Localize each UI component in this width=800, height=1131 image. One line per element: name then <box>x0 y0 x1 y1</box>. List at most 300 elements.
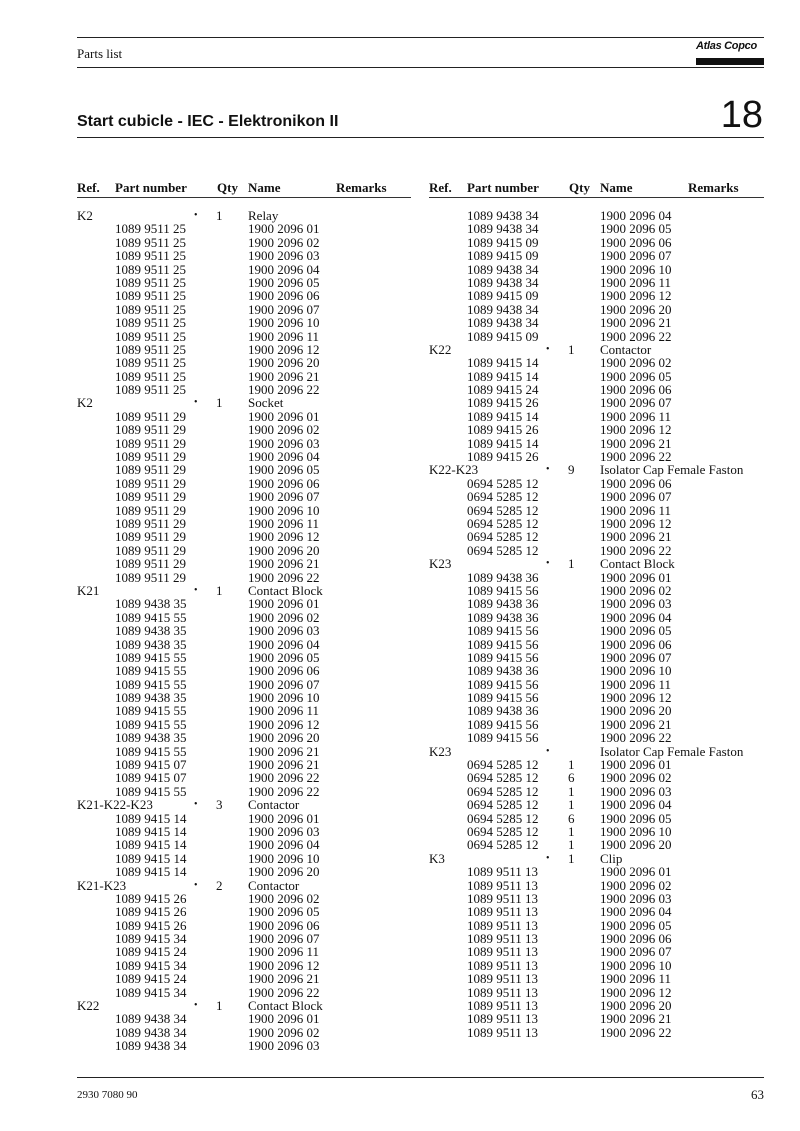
name-cell: Contact Block <box>248 582 323 598</box>
table-row <box>77 584 411 597</box>
name-cell: 1900 2096 10 <box>600 261 672 277</box>
table-row <box>429 222 764 235</box>
part-number-cell: 1089 9511 25 <box>115 288 187 304</box>
table-row <box>429 571 764 584</box>
part-number-cell: 0694 5285 12 <box>467 797 539 813</box>
table-row <box>429 437 764 450</box>
name-cell: 1900 2096 05 <box>600 917 672 933</box>
ref-cell: K22 <box>429 341 452 357</box>
table-row <box>429 356 764 369</box>
table-row <box>429 905 764 918</box>
table-row <box>429 477 764 490</box>
footer-rule <box>77 1077 764 1078</box>
table-row <box>429 879 764 892</box>
part-number-cell: 1089 9511 13 <box>467 877 539 893</box>
table-row <box>77 999 411 1012</box>
table-row <box>77 276 411 289</box>
table-row <box>429 865 764 878</box>
table-row <box>77 932 411 945</box>
header-name: Name <box>248 180 281 195</box>
name-cell: 1900 2096 02 <box>600 355 672 371</box>
page-number: 63 <box>751 1087 764 1102</box>
part-number-cell: 1089 9415 24 <box>115 944 187 960</box>
name-cell: 1900 2096 20 <box>248 864 320 880</box>
qty-cell: 3 <box>216 797 223 813</box>
qty-cell: 1 <box>216 208 223 223</box>
name-cell: 1900 2096 10 <box>248 502 320 518</box>
part-number-cell: 0694 5285 12 <box>467 475 539 491</box>
part-number-cell: 1089 9511 13 <box>467 971 539 987</box>
name-cell: 1900 2096 01 <box>248 408 320 424</box>
part-number-cell: 1089 9415 14 <box>115 810 187 826</box>
part-number-cell: 1089 9438 34 <box>115 1038 187 1054</box>
name-cell: 1900 2096 21 <box>600 716 672 732</box>
name-cell: 1900 2096 12 <box>248 716 320 732</box>
part-number-cell: 1089 9511 25 <box>115 221 187 237</box>
table-row <box>77 905 411 918</box>
name-cell: 1900 2096 12 <box>600 515 672 531</box>
table-row <box>429 276 764 289</box>
part-number-cell: 1089 9438 35 <box>115 636 187 652</box>
table-row <box>77 1012 411 1025</box>
table-row <box>77 865 411 878</box>
name-cell: 1900 2096 02 <box>248 609 320 625</box>
name-cell: 1900 2096 04 <box>248 636 320 652</box>
part-number-cell: 1089 9415 56 <box>467 582 539 598</box>
name-cell: 1900 2096 04 <box>600 208 672 223</box>
part-number-cell: 1089 9438 34 <box>115 1011 187 1027</box>
name-cell: 1900 2096 22 <box>248 382 320 398</box>
bullet-marker: • <box>546 745 550 757</box>
header-label: Parts list <box>77 46 123 61</box>
table-row <box>429 651 764 664</box>
name-cell: 1900 2096 07 <box>248 489 320 505</box>
part-number-cell: 1089 9511 29 <box>115 449 187 465</box>
table-row <box>77 490 411 503</box>
part-number-cell: 1089 9415 14 <box>115 864 187 880</box>
qty-cell: 1 <box>568 783 575 799</box>
name-cell: 1900 2096 10 <box>600 823 672 839</box>
part-number-cell: 1089 9511 13 <box>467 998 539 1014</box>
part-number-cell: 0694 5285 12 <box>467 502 539 518</box>
table-row <box>77 330 411 343</box>
table-row <box>77 303 411 316</box>
table-row <box>429 249 764 262</box>
table-row <box>77 718 411 731</box>
table-row <box>77 972 411 985</box>
name-cell: 1900 2096 03 <box>248 823 320 839</box>
ref-cell: K22 <box>77 998 100 1014</box>
part-number-cell: 1089 9511 29 <box>115 502 187 518</box>
name-cell: 1900 2096 02 <box>600 582 672 598</box>
name-cell: 1900 2096 20 <box>248 542 320 558</box>
part-number-cell: 1089 9511 25 <box>115 248 187 264</box>
name-cell: 1900 2096 05 <box>600 221 672 237</box>
name-cell: 1900 2096 22 <box>248 770 320 786</box>
part-number-cell: 1089 9511 13 <box>467 890 539 906</box>
part-number-cell: 1089 9438 34 <box>467 301 539 317</box>
part-number-cell: 1089 9511 25 <box>115 274 187 290</box>
name-cell: Relay <box>248 208 279 223</box>
part-number-cell: 1089 9415 26 <box>115 904 187 920</box>
table-row <box>77 785 411 798</box>
table-header <box>77 180 411 198</box>
name-cell: 1900 2096 02 <box>248 1024 320 1040</box>
part-number-cell: 1089 9438 34 <box>115 1024 187 1040</box>
name-cell: 1900 2096 11 <box>248 944 320 960</box>
name-cell: Contactor <box>248 877 300 893</box>
part-number-cell: 1089 9511 29 <box>115 408 187 424</box>
part-number-cell: 1089 9511 25 <box>115 368 187 384</box>
part-number-cell: 0694 5285 12 <box>467 542 539 558</box>
table-row <box>429 450 764 463</box>
bullet-marker: • <box>194 879 198 891</box>
part-number-cell: 1089 9415 55 <box>115 783 187 799</box>
part-number-cell: 1089 9438 35 <box>115 690 187 706</box>
name-cell: 1900 2096 07 <box>600 395 672 411</box>
name-cell: 1900 2096 01 <box>600 757 672 773</box>
name-cell: 1900 2096 10 <box>248 315 320 331</box>
name-cell: 1900 2096 12 <box>600 288 672 304</box>
name-cell: 1900 2096 20 <box>248 355 320 371</box>
table-row <box>77 611 411 624</box>
part-number-cell: 1089 9438 35 <box>115 623 187 639</box>
name-cell: 1900 2096 07 <box>248 931 320 947</box>
name-cell: 1900 2096 04 <box>248 449 320 465</box>
qty-cell: 1 <box>568 757 575 773</box>
part-number-cell: 1089 9511 13 <box>467 944 539 960</box>
name-cell: 1900 2096 03 <box>600 596 672 612</box>
header-top-rule <box>77 37 764 38</box>
name-cell: 1900 2096 22 <box>600 449 672 465</box>
table-row <box>77 222 411 235</box>
table-row <box>429 303 764 316</box>
name-cell: 1900 2096 06 <box>600 636 672 652</box>
part-number-cell: 1089 9415 26 <box>467 395 539 411</box>
name-cell: 1900 2096 01 <box>248 810 320 826</box>
name-cell: Clip <box>600 850 623 866</box>
name-cell: 1900 2096 20 <box>600 703 672 719</box>
part-number-cell: 1089 9415 56 <box>467 690 539 706</box>
name-cell: 1900 2096 22 <box>600 1024 672 1040</box>
name-cell: Contactor <box>600 341 652 357</box>
table-row <box>77 731 411 744</box>
table-row <box>429 678 764 691</box>
name-cell: 1900 2096 05 <box>600 368 672 384</box>
name-cell: Socket <box>248 395 284 411</box>
table-row <box>429 236 764 249</box>
part-number-cell: 1089 9511 13 <box>467 957 539 973</box>
table-row <box>429 718 764 731</box>
name-cell: 1900 2096 04 <box>600 609 672 625</box>
name-cell: 1900 2096 04 <box>600 904 672 920</box>
name-cell: 1900 2096 05 <box>600 810 672 826</box>
table-row <box>429 704 764 717</box>
table-row <box>77 1039 411 1052</box>
name-cell: 1900 2096 21 <box>248 971 320 987</box>
table-row <box>77 316 411 329</box>
table-row <box>429 745 764 758</box>
table-row <box>77 986 411 999</box>
table-row <box>429 490 764 503</box>
table-row <box>77 530 411 543</box>
table-row <box>429 370 764 383</box>
name-cell: 1900 2096 01 <box>600 864 672 880</box>
header-qty: Qty <box>217 180 238 195</box>
table-row <box>77 852 411 865</box>
part-number-cell: 1089 9438 34 <box>467 208 539 223</box>
part-number-cell: 0694 5285 12 <box>467 529 539 545</box>
name-cell: 1900 2096 12 <box>248 957 320 973</box>
part-number-cell: 1089 9415 26 <box>115 890 187 906</box>
table-row <box>429 423 764 436</box>
name-cell: 1900 2096 12 <box>600 690 672 706</box>
table-row <box>429 691 764 704</box>
qty-cell: 1 <box>216 395 223 411</box>
table-row <box>77 664 411 677</box>
table-row <box>77 463 411 476</box>
name-cell: 1900 2096 06 <box>600 931 672 947</box>
part-number-cell: 1089 9438 36 <box>467 596 539 612</box>
part-number-cell: 0694 5285 12 <box>467 823 539 839</box>
table-row <box>429 798 764 811</box>
ref-cell: K21 <box>77 582 100 598</box>
bullet-marker: • <box>194 584 198 596</box>
table-row <box>429 638 764 651</box>
part-number-cell: 1089 9415 07 <box>115 770 187 786</box>
name-cell: 1900 2096 11 <box>600 502 672 518</box>
table-row <box>77 678 411 691</box>
name-cell: 1900 2096 06 <box>248 475 320 491</box>
name-cell: 1900 2096 21 <box>600 1011 672 1027</box>
table-row <box>77 1026 411 1039</box>
name-cell: 1900 2096 12 <box>248 341 320 357</box>
part-number-cell: 1089 9415 56 <box>467 649 539 665</box>
table-row <box>77 879 411 892</box>
table-row <box>429 209 764 222</box>
part-number-cell: 1089 9415 07 <box>115 757 187 773</box>
name-cell: 1900 2096 12 <box>248 529 320 545</box>
table-row <box>77 704 411 717</box>
ref-cell: K21-K23 <box>77 877 127 893</box>
name-cell: 1900 2096 11 <box>600 676 672 692</box>
name-cell: 1900 2096 11 <box>600 274 672 290</box>
header-ref: Ref. <box>77 180 100 195</box>
table-row <box>77 263 411 276</box>
part-number-cell: 1089 9415 09 <box>467 328 539 344</box>
table-row <box>429 584 764 597</box>
part-number-cell: 1089 9511 13 <box>467 917 539 933</box>
name-cell: 1900 2096 22 <box>600 328 672 344</box>
table-row <box>429 544 764 557</box>
part-number-cell: 1089 9415 56 <box>467 623 539 639</box>
table-row <box>429 263 764 276</box>
name-cell: 1900 2096 03 <box>248 623 320 639</box>
table-row <box>429 986 764 999</box>
part-number-cell: 1089 9415 34 <box>115 957 187 973</box>
table-row <box>429 945 764 958</box>
ref-cell: K3 <box>429 850 445 866</box>
name-cell: 1900 2096 21 <box>600 435 672 451</box>
header-part-number: Part number <box>115 180 187 195</box>
part-number-cell: 1089 9511 25 <box>115 382 187 398</box>
parts-table-right <box>429 180 764 1039</box>
part-number-cell: 1089 9415 14 <box>467 355 539 371</box>
part-number-cell: 0694 5285 12 <box>467 837 539 853</box>
table-row <box>77 745 411 758</box>
title-rule <box>77 137 764 138</box>
ref-cell: K23 <box>429 556 452 572</box>
table-row <box>429 825 764 838</box>
brand-logo-bar <box>696 58 764 65</box>
part-number-cell: 1089 9511 13 <box>467 931 539 947</box>
part-number-cell: 1089 9438 36 <box>467 569 539 585</box>
part-number-cell: 1089 9511 13 <box>467 1011 539 1027</box>
name-cell: 1900 2096 04 <box>600 797 672 813</box>
parts-table-left <box>77 180 411 1053</box>
qty-cell: 6 <box>568 810 575 826</box>
name-cell: 1900 2096 07 <box>600 489 672 505</box>
name-cell: 1900 2096 22 <box>600 542 672 558</box>
bullet-marker: • <box>546 343 550 355</box>
name-cell: 1900 2096 11 <box>248 515 320 531</box>
name-cell: 1900 2096 11 <box>248 328 320 344</box>
table-row <box>429 758 764 771</box>
bullet-marker: • <box>546 852 550 864</box>
part-number-cell: 1089 9415 55 <box>115 743 187 759</box>
part-number-cell: 0694 5285 12 <box>467 757 539 773</box>
table-row <box>77 651 411 664</box>
name-cell: Contactor <box>248 797 300 813</box>
qty-cell: 1 <box>568 823 575 839</box>
name-cell: 1900 2096 10 <box>600 957 672 973</box>
name-cell: 1900 2096 12 <box>600 984 672 1000</box>
name-cell: 1900 2096 22 <box>600 730 672 746</box>
table-row <box>77 771 411 784</box>
name-cell: 1900 2096 02 <box>600 877 672 893</box>
ref-cell: K21-K22-K23 <box>77 797 153 813</box>
name-cell: 1900 2096 20 <box>248 730 320 746</box>
table-row <box>77 571 411 584</box>
name-cell: 1900 2096 10 <box>600 663 672 679</box>
table-row <box>77 209 411 222</box>
table-row <box>429 919 764 932</box>
name-cell: 1900 2096 20 <box>600 998 672 1014</box>
table-row <box>429 785 764 798</box>
part-number-cell: 1089 9415 56 <box>467 636 539 652</box>
name-cell: 1900 2096 07 <box>248 301 320 317</box>
ref-cell: K23 <box>429 743 452 759</box>
table-row <box>77 517 411 530</box>
qty-cell: 1 <box>568 556 575 572</box>
part-number-cell: 0694 5285 12 <box>467 770 539 786</box>
name-cell: 1900 2096 01 <box>248 1011 320 1027</box>
name-cell: 1900 2096 02 <box>600 770 672 786</box>
table-row <box>77 437 411 450</box>
name-cell: 1900 2096 03 <box>248 1038 320 1054</box>
part-number-cell: 1089 9511 29 <box>115 435 187 451</box>
name-cell: 1900 2096 07 <box>600 248 672 264</box>
part-number-cell: 1089 9415 56 <box>467 730 539 746</box>
part-number-cell: 1089 9511 25 <box>115 341 187 357</box>
part-number-cell: 1089 9511 29 <box>115 475 187 491</box>
header-name: Name <box>600 180 633 195</box>
ref-cell: K22-K23 <box>429 462 479 478</box>
table-row <box>77 249 411 262</box>
table-row <box>77 892 411 905</box>
part-number-cell: 1089 9415 09 <box>467 234 539 250</box>
name-cell: 1900 2096 03 <box>248 248 320 264</box>
part-number-cell: 1089 9511 29 <box>115 422 187 438</box>
header-remarks: Remarks <box>688 180 739 195</box>
part-number-cell: 1089 9415 26 <box>467 422 539 438</box>
part-number-cell: 1089 9438 34 <box>467 261 539 277</box>
part-number-cell: 1089 9415 26 <box>115 917 187 933</box>
table-row <box>429 812 764 825</box>
table-row <box>429 624 764 637</box>
table-row <box>77 838 411 851</box>
part-number-cell: 1089 9438 34 <box>467 274 539 290</box>
name-cell: 1900 2096 12 <box>600 422 672 438</box>
name-cell: Contact Block <box>600 556 675 572</box>
table-row <box>429 517 764 530</box>
bullet-marker: • <box>194 1000 198 1012</box>
name-cell: 1900 2096 06 <box>248 917 320 933</box>
table-row <box>429 343 764 356</box>
name-cell: 1900 2096 06 <box>248 663 320 679</box>
table-row <box>429 852 764 865</box>
part-number-cell: 1089 9511 13 <box>467 864 539 880</box>
part-number-cell: 1089 9511 29 <box>115 515 187 531</box>
table-header <box>429 180 764 198</box>
qty-cell: 1 <box>568 850 575 866</box>
part-number-cell: 1089 9511 13 <box>467 904 539 920</box>
table-row <box>429 289 764 302</box>
table-row <box>429 383 764 396</box>
table-row <box>429 597 764 610</box>
part-number-cell: 1089 9511 29 <box>115 542 187 558</box>
part-number-cell: 1089 9511 29 <box>115 489 187 505</box>
table-row <box>429 611 764 624</box>
name-cell: 1900 2096 21 <box>248 368 320 384</box>
table-row <box>429 463 764 476</box>
part-number-cell: 1089 9511 29 <box>115 529 187 545</box>
header-ref: Ref. <box>429 180 452 195</box>
name-cell: 1900 2096 11 <box>600 408 672 424</box>
table-row <box>429 1026 764 1039</box>
name-cell: 1900 2096 05 <box>600 623 672 639</box>
name-cell: 1900 2096 04 <box>248 261 320 277</box>
table-row <box>429 1012 764 1025</box>
name-cell: 1900 2096 21 <box>248 743 320 759</box>
table-row <box>429 731 764 744</box>
part-number-cell: 1089 9511 25 <box>115 328 187 344</box>
name-cell: 1900 2096 06 <box>600 382 672 398</box>
table-body-left <box>77 209 411 1053</box>
table-row <box>77 410 411 423</box>
part-number-cell: 1089 9511 25 <box>115 261 187 277</box>
part-number-cell: 1089 9415 24 <box>467 382 539 398</box>
table-row <box>77 236 411 249</box>
table-row <box>429 932 764 945</box>
part-number-cell: 1089 9415 14 <box>467 408 539 424</box>
name-cell: Contact Block <box>248 998 323 1014</box>
table-row <box>429 330 764 343</box>
part-number-cell: 1089 9415 55 <box>115 663 187 679</box>
name-cell: 1900 2096 11 <box>600 971 672 987</box>
qty-cell: 1 <box>216 582 223 598</box>
table-row <box>77 450 411 463</box>
